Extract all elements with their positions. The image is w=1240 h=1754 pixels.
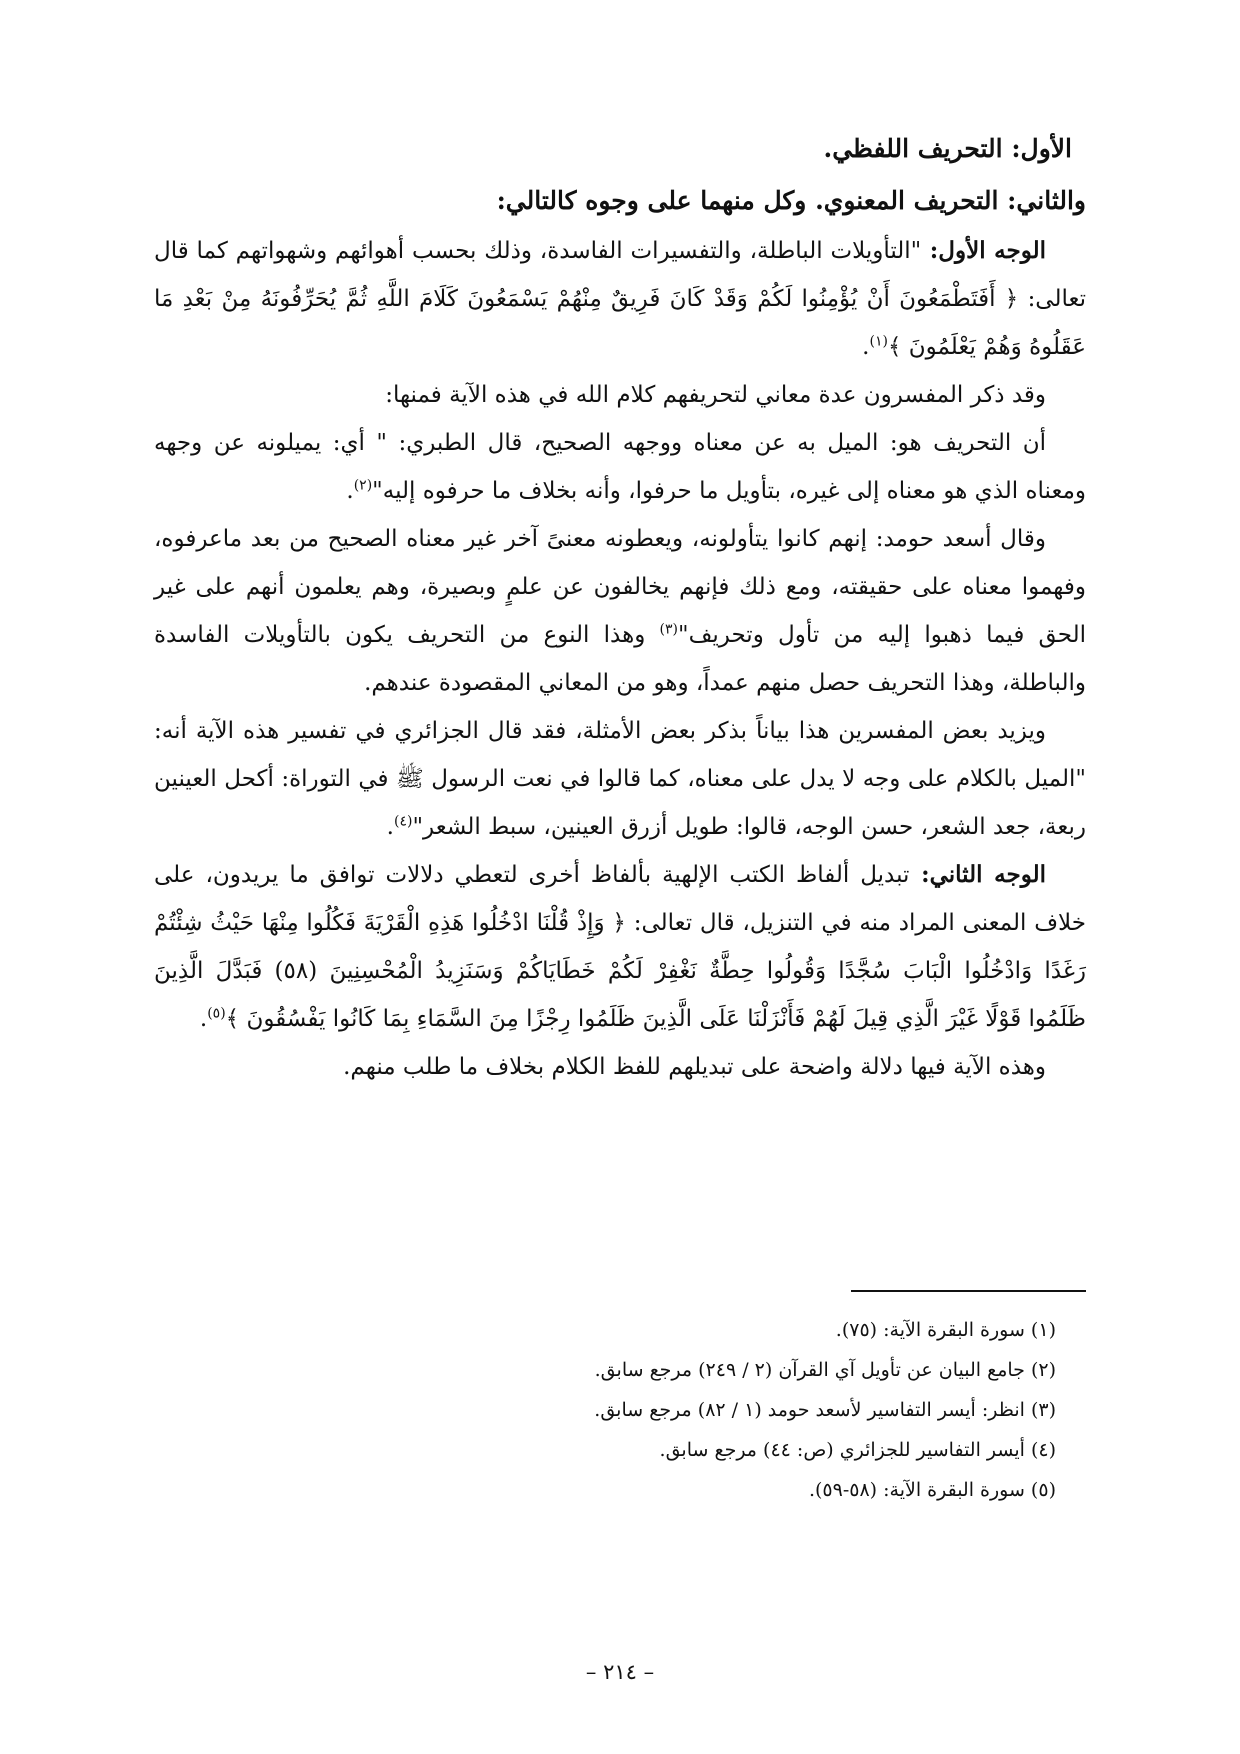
paragraph-text: وقال أسعد حومد: إنهم كانوا يتأولونه، ويعطونه معنىً آخر غير معناه الصحيح من بعد ماعرفوه، وفهموا معناه على حقيقته، ومع ذلك فإنهم يخالفون عن علمٍ وبصيرة، وهم يعلمون أنهم على غير الحق فيما ذهبوا إليه من تأول وتحريف" [154,526,1086,648]
paragraph-lead: الوجه الثاني: [909,861,1046,888]
paragraph-jazairi [154,707,1086,851]
footnote-3: (٣) انظر: أيسر التفاسير لأسعد حومد (١ / ٨٢) مرجع سابق. [594,1399,1056,1421]
footnote-4: (٤) أيسر التفاسير للجزائري (ص: ٤٤) مرجع سابق. [659,1439,1056,1461]
heading-second: والثاني: التحريف المعنوي. وكل منهما على وجوه كالتالي: [496,186,1086,215]
paragraph-tail: . [862,334,870,360]
paragraph-first-aspect [154,227,1086,371]
footnote-5: (٥) سورة البقرة الآية: (٥٨-٥٩). [808,1479,1056,1501]
paragraph-tail: وهذا النوع من التحريف يكون بالتأويلات الفاسدة والباطلة، وهذا التحريف حصل منهم عمداً، وهو من المعاني المقصودة عندهم. [154,622,1086,696]
paragraph-asad-humad [154,515,1086,707]
paragraph-text: وقد ذكر المفسرون عدة معاني لتحريفهم كلام الله في هذه الآية فمنها: [385,382,1046,408]
footnote-1: (١) سورة البقرة الآية: (٧٥). [835,1319,1056,1341]
paragraph-second-aspect [154,851,1086,1043]
paragraph-text: تبديل ألفاظ الكتب الإلهية بألفاظ أخرى لتعطي دلالات توافق ما يريدون، على خلاف المعنى المراد منه في التنزيل، قال تعالى: ﴿ وَإِذْ قُلْنَا ادْخُلُوا هَذِهِ الْقَرْيَةَ فَكُلُوا مِنْهَا حَيْثُ شِئْتُمْ رَغَدًا وَادْخُلُوا الْبَابَ سُجَّدًا وَقُولُوا حِطَّةٌ نَغْفِرْ لَكُمْ خَطَايَاكُمْ وَسَنَزِيدُ الْمُحْسِنِينَ (٥٨) فَبَدَّلَ الَّذِينَ ظَلَمُوا قَوْلًا غَيْرَ الَّذِي قِيلَ لَهُمْ فَأَنْزَلْنَا عَلَى الَّذِينَ ظَلَمُوا رِجْزًا مِنَ السَّمَاءِ بِمَا كَانُوا يَفْسُقُونَ ﴾ [154,862,1087,1032]
heading-first: الأول: التحريف اللفظي. [823,134,1072,163]
paragraph-text: وهذه الآية فيها دلالة واضحة على تبديلهم للفظ الكلام بخلاف ما طلب منهم. [343,1054,1046,1080]
paragraph-tail: . [386,814,394,840]
paragraph-text: أن التحريف هو: الميل به عن معناه ووجهه الصحيح، قال الطبري: " أي: يميلونه عن وجهه ومعناه الذي هو معناه إلى غيره، بتأويل ما حرفوا، وأنه بخلاف ما حرفوه إليه" [154,430,1086,504]
footnote-reference: (٤) [393,813,413,830]
paragraph-text: ويزيد بعض المفسرين هذا بياناً بذكر بعض الأمثلة، فقد قال الجزائري في تفسير هذه الآية أنه: "الميل بالكلام على وجه لا يدل على معناه، كما قالوا في نعت الرسول ﷺ في التوراة: أكحل العينين ربعة، جعد الشعر، حسن الوجه، قالوا: طويل أزرق العينين، سبط الشعر" [154,718,1086,840]
footnote-2: (٢) جامع البيان عن تأويل آي القرآن (٢ / ٢٤٩) مرجع سابق. [594,1359,1056,1381]
paragraph-tail: . [346,478,354,504]
footnotes-section [154,1290,1086,1510]
paragraph-lead: الوجه الأول: [921,237,1046,264]
footnote-reference: (١) [869,333,888,350]
paragraph-meanings-intro [154,371,1086,419]
paragraph-text: "التأويلات الباطلة، والتفسيرات الفاسدة، وذلك بحسب أهوائهم وشهواتهم كما قال تعالى: ﴿ أَفَتَطْمَعُونَ أَنْ يُؤْمِنُوا لَكُمْ وَقَدْ كَانَ فَرِيقٌ مِنْهُمْ يَسْمَعُونَ كَلَامَ اللَّهِ ثُمَّ يُحَرِّفُونَهُ مِنْ بَعْدِ مَا عَقَلُوهُ وَهُمْ يَعْلَمُونَ ﴾ [154,238,1086,360]
page-number: – ٢١٤ – [585,1660,655,1684]
footnote-reference: (٥) [207,1005,226,1022]
paragraph-conclusion [154,1043,1086,1091]
paragraph-tail: . [199,1006,208,1032]
paragraph-tabari [154,419,1086,515]
footnote-divider [851,1290,1086,1292]
footnote-reference: (٢) [353,477,373,494]
footnote-reference: (٣) [659,621,678,638]
